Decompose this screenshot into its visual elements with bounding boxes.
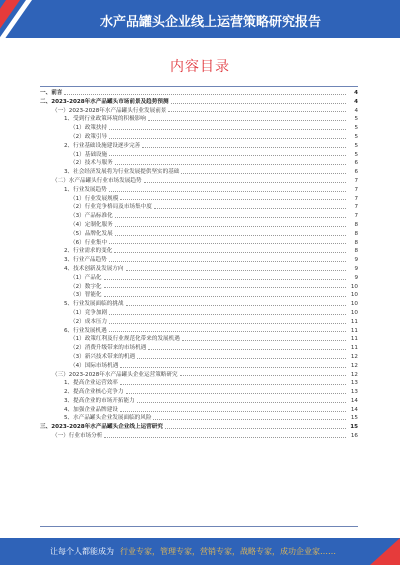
page-footer	[0, 538, 400, 565]
toc-leader-dots	[148, 120, 346, 121]
toc-leader-dots	[104, 437, 346, 438]
toc-entry[interactable]	[40, 371, 358, 380]
toc-entry[interactable]	[40, 89, 358, 98]
toc-entry-label: 5、行业发展面临的挑战	[64, 301, 124, 308]
toc-leader-dots	[109, 155, 346, 156]
toc-entry[interactable]	[40, 318, 358, 327]
toc-entry[interactable]	[40, 203, 358, 212]
toc-entry[interactable]	[40, 309, 358, 318]
toc-entry-page: 12	[350, 371, 358, 378]
toc-entry-label: 1、受到行业政策环境的积极影响	[64, 116, 146, 123]
toc-entry-label: （1）政策扶持	[70, 125, 108, 132]
toc-entry-page: 6	[354, 160, 358, 167]
toc-entry-label: （2）行业竞争格局及市场集中度	[70, 204, 152, 211]
toc-entry[interactable]	[40, 230, 358, 239]
toc-entry-page: 7	[354, 186, 358, 193]
toc-entry-label: 3、行业产品趋势	[64, 257, 107, 264]
toc-entry-page: 7	[354, 204, 358, 211]
toc-entry[interactable]	[40, 124, 358, 133]
toc-leader-dots	[109, 261, 346, 262]
toc-entry-label: （1）竞争加剧	[70, 309, 108, 316]
toc-entry-page: 12	[350, 353, 358, 360]
toc-entry[interactable]	[40, 353, 358, 362]
toc-leader-dots	[104, 279, 346, 280]
toc-entry-label: （2）消费升级带来的市场机遇	[70, 345, 147, 352]
toc-entry-label: （三）2023-2028年水产品罐头企业运营策略研究	[52, 371, 178, 378]
toc-leader-dots	[171, 103, 346, 104]
toc-leader-dots	[153, 419, 346, 420]
toc-leader-dots	[148, 349, 346, 350]
toc-entry-page: 4	[354, 107, 358, 114]
toc-entry-label: （4）定制化服务	[70, 221, 113, 228]
toc-entry-label: （3）产品标准化	[70, 213, 113, 220]
toc-entry-label: （2）政策引导	[70, 133, 108, 140]
toc-entry-label: （一）行业市场分析	[52, 433, 103, 440]
toc-entry-page: 14	[350, 406, 358, 413]
toc-entry[interactable]	[40, 406, 358, 415]
toc-heading: 内容目录	[170, 59, 230, 75]
toc-entry[interactable]	[40, 423, 358, 432]
toc-entry[interactable]	[40, 239, 358, 248]
toc-entry[interactable]	[40, 195, 358, 204]
toc-entry-label: （1）基础设施	[70, 151, 108, 158]
toc-entry[interactable]	[40, 168, 358, 177]
toc-leader-dots	[120, 367, 346, 368]
toc-entry-page: 6	[354, 169, 358, 176]
toc-entry-label: 4、加强企业品牌建设	[64, 406, 118, 413]
toc-entry-label: （3）新兴技术带来的机遇	[70, 353, 136, 360]
toc-leader-dots	[168, 111, 346, 112]
toc-leader-dots	[109, 314, 346, 315]
toc-entry-label: 二、2023-2028年水产品罐头市场前景及趋势预测	[40, 98, 169, 105]
toc-entry-label: 2、提高企业核心竞争力	[64, 389, 124, 396]
toc-entry-page: 10	[350, 301, 358, 308]
toc-entry[interactable]	[40, 300, 358, 309]
toc-entry-label: 2、行业需求的变化	[64, 248, 113, 255]
toc-entry-page: 7	[354, 213, 358, 220]
toc-leader-dots	[109, 243, 346, 244]
toc-leader-dots	[115, 217, 346, 218]
toc-entry-page: 11	[350, 318, 358, 325]
toc-leader-dots	[109, 331, 346, 332]
toc-entry-label: 2、行业基础设施建设逐步完善	[64, 142, 141, 149]
footer-red-corner	[370, 538, 400, 565]
toc-leader-dots	[109, 129, 346, 130]
toc-entry-label: 1、提高企业运营效率	[64, 380, 118, 387]
toc-entry[interactable]	[40, 414, 358, 423]
toc-leader-dots	[120, 199, 346, 200]
toc-entry-page: 13	[350, 389, 358, 396]
toc-leader-dots	[109, 323, 346, 324]
toc-entry-page: 5	[354, 142, 358, 149]
toc-entry-label: （1）产品化	[70, 274, 102, 281]
toc-entry-label: （6）行业集中	[70, 239, 108, 246]
toc-entry-page: 13	[350, 380, 358, 387]
toc-entry[interactable]	[40, 159, 358, 168]
toc-entry[interactable]	[40, 142, 358, 151]
toc-leader-dots	[104, 287, 346, 288]
toc-leader-dots	[165, 428, 346, 429]
toc-entry-label: （5）品牌化发展	[70, 230, 113, 237]
toc-entry-page: 5	[354, 116, 358, 123]
toc-entry-page: 8	[354, 239, 358, 246]
toc-leader-dots	[137, 358, 346, 359]
toc-entry-page: 14	[350, 397, 358, 404]
toc-entry-page: 10	[350, 292, 358, 299]
toc-entry-label: （4）国际市场机遇	[70, 362, 119, 369]
toc-entry-label: （二）水产品罐头行业市场发展趋势	[52, 177, 142, 184]
toc-bottom-divider	[40, 526, 358, 527]
report-title: 水产品罐头企业线上运营策略研究报告	[100, 15, 322, 30]
toc-entry[interactable]	[40, 247, 358, 256]
toc-leader-dots	[126, 305, 347, 306]
toc-entry-page: 5	[354, 151, 358, 158]
footer-slogan-roles: 行业专家，管理专家，营销专家，战略专家，成功企业家……	[120, 547, 336, 556]
toc-entry-label: （一）2023-2028年水产品罐头行业发展前景	[52, 107, 167, 114]
toc-leader-dots	[109, 191, 346, 192]
toc-entry-page: 4	[354, 90, 358, 96]
toc-entry[interactable]	[40, 115, 358, 124]
toc-entry[interactable]	[40, 221, 358, 230]
toc-entry-page: 15	[350, 424, 358, 431]
toc-entry-page: 7	[354, 195, 358, 202]
toc-entry-label: （2）技术与服务	[70, 160, 113, 167]
toc-entry[interactable]	[40, 265, 358, 274]
toc-entry[interactable]	[40, 186, 358, 195]
toc-leader-dots	[181, 173, 346, 174]
toc-entry-page: 9	[354, 265, 358, 272]
toc-entry[interactable]	[40, 256, 358, 265]
toc-leader-dots	[126, 270, 347, 271]
toc-entry-label: 6、行业发展机遇	[64, 327, 107, 334]
footer-slogan	[50, 546, 336, 557]
toc-entry-label: 5、水产品罐头企业发展面临的风险	[64, 415, 152, 422]
toc-entry[interactable]	[40, 283, 358, 292]
toc-leader-dots	[115, 226, 346, 227]
toc-entry[interactable]	[40, 379, 358, 388]
toc-entry-label: 三、2023-2028年水产品罐头企业线上运营研究	[40, 424, 163, 431]
toc-entry-page: 9	[354, 274, 358, 281]
toc-entry-page: 11	[350, 345, 358, 352]
toc-entry-page: 12	[350, 362, 358, 369]
toc-entry-label: （2）成本压力	[70, 318, 108, 325]
toc-entry-page: 5	[354, 125, 358, 132]
toc-leader-dots	[180, 375, 346, 376]
toc-leader-dots	[120, 411, 346, 412]
toc-entry[interactable]	[40, 177, 358, 186]
toc-leader-dots	[114, 252, 346, 253]
toc-entry[interactable]	[40, 151, 358, 160]
toc-leader-dots	[115, 164, 346, 165]
toc-entry[interactable]	[40, 107, 358, 116]
toc-entry[interactable]	[40, 397, 358, 406]
toc-entry-page: 4	[354, 98, 358, 105]
toc-entry-page: 11	[350, 327, 358, 334]
toc-entry-page: 8	[354, 248, 358, 255]
toc-entry-label: （1）政策红利及行业规范化带来的发展机遇	[70, 336, 180, 343]
toc-leader-dots	[126, 393, 347, 394]
toc-entry[interactable]	[40, 274, 358, 283]
toc-entry-page: 10	[350, 283, 358, 290]
page-header	[0, 0, 400, 38]
toc-entry-page: 7	[354, 177, 358, 184]
toc-leader-dots	[137, 402, 346, 403]
toc-entry[interactable]	[40, 98, 358, 107]
footer-slogan-main: 让每个人都能成为	[50, 547, 114, 556]
toc-entry[interactable]	[40, 432, 358, 441]
toc-entry-page: 11	[350, 336, 358, 343]
toc-leader-dots	[154, 208, 346, 209]
toc-entry[interactable]	[40, 335, 358, 344]
toc-entry[interactable]	[40, 344, 358, 353]
toc-entry-page: 15	[350, 415, 358, 422]
toc-entry[interactable]	[40, 388, 358, 397]
toc-leader-dots	[142, 147, 346, 148]
toc-entry-page: 9	[354, 257, 358, 264]
toc-entry-label: （2）数字化	[70, 283, 102, 290]
toc-leader-dots	[64, 94, 346, 95]
toc-leader-dots	[109, 138, 346, 139]
toc-entry-label: 3、提高企业的市场开拓能力	[64, 397, 135, 404]
toc-entry[interactable]	[40, 291, 358, 300]
toc-entry-label: （3）智能化	[70, 292, 102, 299]
toc-entry[interactable]	[40, 133, 358, 142]
toc-entry-page: 8	[354, 221, 358, 228]
toc-entry-label: （1）行业发展规模	[70, 195, 119, 202]
toc-entry[interactable]	[40, 212, 358, 221]
toc-entry-page: 8	[354, 230, 358, 237]
toc-top-divider	[40, 86, 358, 87]
toc-entry[interactable]	[40, 362, 358, 371]
toc-entry-label: 1、行业发展趋势	[64, 186, 107, 193]
table-of-contents	[40, 89, 358, 441]
toc-leader-dots	[182, 340, 346, 341]
toc-leader-dots	[120, 384, 346, 385]
toc-leader-dots	[115, 235, 346, 236]
toc-leader-dots	[104, 296, 346, 297]
toc-entry-label: 4、技术创新及发展方向	[64, 265, 124, 272]
toc-leader-dots	[144, 182, 346, 183]
toc-entry-label: 一、前言	[40, 90, 63, 96]
toc-entry-page: 16	[350, 433, 358, 440]
toc-entry-page: 10	[350, 309, 358, 316]
toc-entry-page: 5	[354, 133, 358, 140]
toc-entry-label: 3、社会经济发展将为行业发展提供坚实的基础	[64, 169, 180, 176]
toc-entry[interactable]	[40, 327, 358, 336]
